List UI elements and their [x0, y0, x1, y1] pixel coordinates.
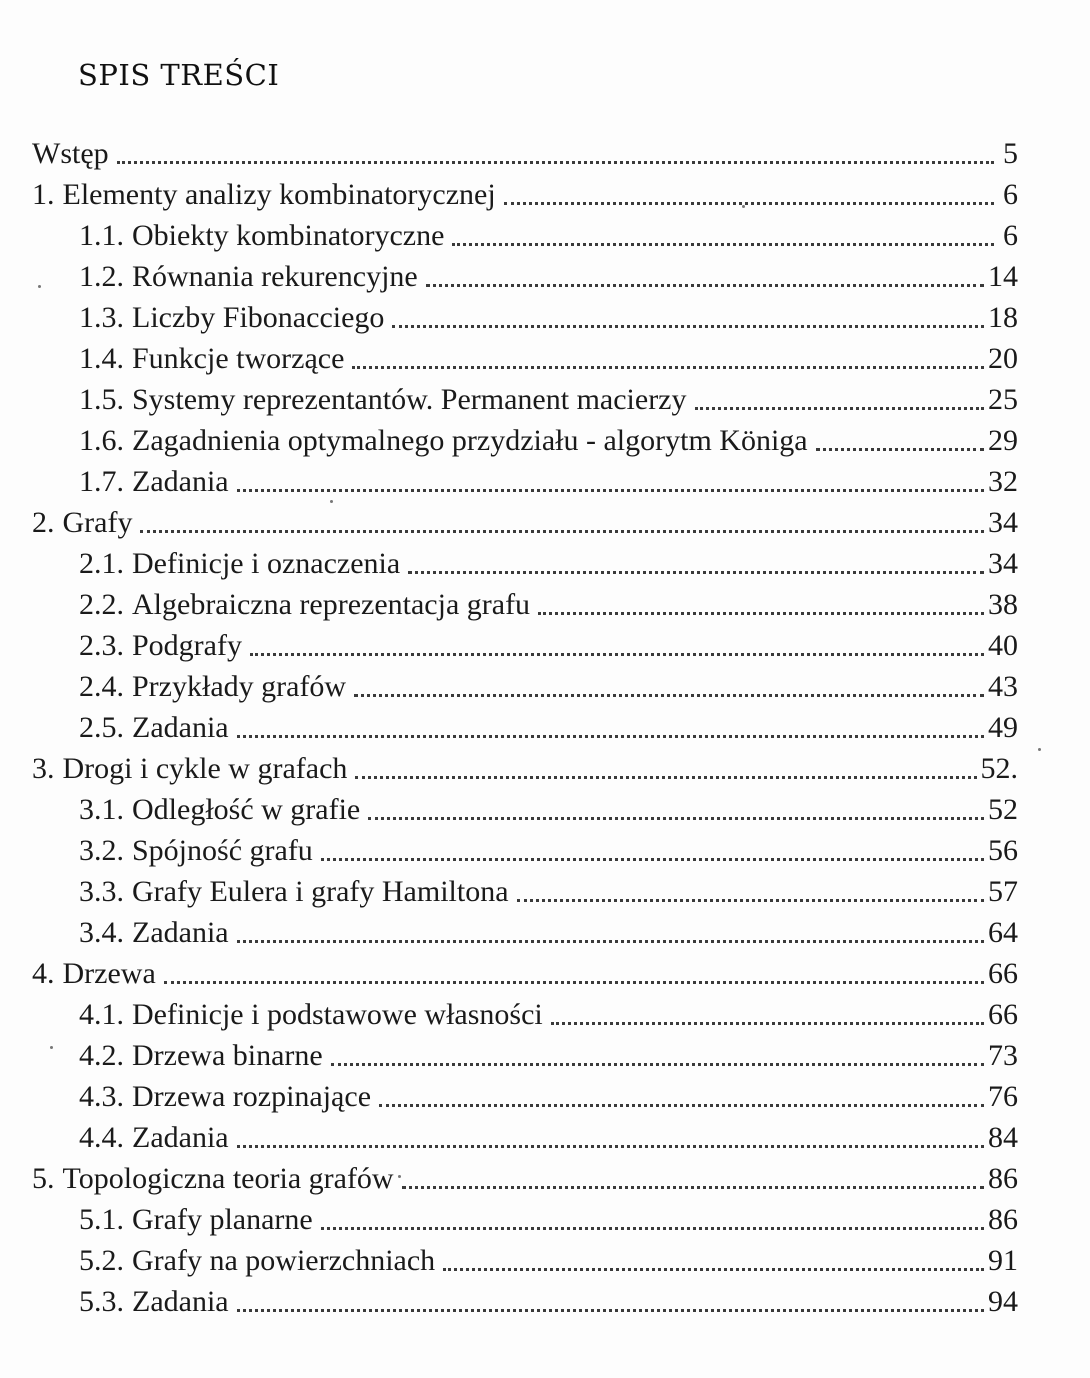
- toc-section-entry: [0, 1032, 1090, 1073]
- entry-page-number: 38: [988, 588, 1018, 621]
- entry-number: 1.4.: [79, 342, 124, 375]
- toc-section-entry: [0, 868, 1090, 909]
- toc-section-entry: [0, 376, 1090, 417]
- dot-leader: [392, 324, 984, 328]
- entry-page-number: 84: [988, 1121, 1018, 1154]
- entry-page-number: 86: [988, 1162, 1018, 1195]
- entry-page-number: 32: [988, 465, 1018, 498]
- entry-page-number: 91: [988, 1244, 1018, 1277]
- entry-page-number: 34: [988, 506, 1018, 539]
- dot-leader: [426, 283, 984, 287]
- entry-number: 1.5.: [79, 383, 124, 416]
- entry-page-number: 73: [988, 1039, 1018, 1072]
- toc-section-entry: [0, 212, 1090, 253]
- scan-speck: [330, 500, 333, 503]
- dot-leader: [695, 406, 984, 410]
- dot-leader: [237, 939, 984, 943]
- entry-number: 4.: [32, 957, 55, 990]
- entry-label: Definicje i oznaczenia: [132, 547, 401, 580]
- toc-section-entry: [0, 1278, 1090, 1319]
- entry-number: 1.2.: [79, 260, 124, 293]
- entry-label: Systemy reprezentantów. Permanent macierzy: [132, 383, 687, 416]
- entry-label: Definicje i podstawowe własności: [132, 998, 543, 1031]
- dot-leader: [443, 1267, 984, 1271]
- entry-label: Drzewa: [62, 957, 156, 990]
- entry-label: Elementy analizy kombinatorycznej: [62, 178, 496, 211]
- dot-leader: [331, 1062, 984, 1066]
- entry-number: 1.3.: [79, 301, 124, 334]
- entry-page-number: 76: [988, 1080, 1018, 1113]
- entry-page-number: 6: [1003, 219, 1018, 252]
- entry-page-number: 66: [988, 957, 1018, 990]
- toc-section-entry: [0, 253, 1090, 294]
- entry-number: 4.4.: [79, 1121, 124, 1154]
- entry-label: Równania rekurencyjne: [132, 260, 418, 293]
- entry-page-number: 14: [988, 260, 1018, 293]
- entry-number: 3.2.: [79, 834, 124, 867]
- toc-chapter-entry: [0, 745, 1090, 786]
- entry-label: Zadania: [132, 465, 229, 498]
- entry-label: Spójność grafu: [132, 834, 313, 867]
- entry-label: Drogi i cykle w grafach: [62, 752, 348, 785]
- table-of-contents: [0, 130, 1090, 1319]
- dot-leader: [517, 898, 984, 902]
- dot-leader: [355, 775, 976, 779]
- entry-label: Zadania: [132, 916, 229, 949]
- dot-leader: [368, 816, 984, 820]
- entry-label: Grafy na powierzchniach: [132, 1244, 436, 1277]
- entry-page-number: 49: [988, 711, 1018, 744]
- toc-section-entry: [0, 1073, 1090, 1114]
- entry-page-number: 34: [988, 547, 1018, 580]
- toc-section-entry: [0, 417, 1090, 458]
- entry-page-number: 43: [988, 670, 1018, 703]
- toc-section-entry: [0, 786, 1090, 827]
- entry-label: Zadania: [132, 711, 229, 744]
- scan-speck: [50, 1046, 53, 1049]
- toc-section-entry: [0, 622, 1090, 663]
- toc-chapter-entry: [0, 950, 1090, 991]
- entry-number: 2.5.: [79, 711, 124, 744]
- entry-number: 1.7.: [79, 465, 124, 498]
- entry-number: 3.4.: [79, 916, 124, 949]
- entry-number: 4.2.: [79, 1039, 124, 1072]
- toc-section-entry: [0, 335, 1090, 376]
- toc-section-entry: [0, 458, 1090, 499]
- entry-page-number: 5: [1003, 137, 1018, 170]
- dot-leader: [538, 611, 984, 615]
- entry-number: 2.1.: [79, 547, 124, 580]
- entry-page-number: 52: [988, 793, 1018, 826]
- dot-leader: [321, 857, 984, 861]
- entry-page-number: 57: [988, 875, 1018, 908]
- toc-section-entry: [0, 1196, 1090, 1237]
- entry-page-number: 52.: [980, 752, 1018, 785]
- toc-chapter-entry: [0, 499, 1090, 540]
- entry-page-number: 66: [988, 998, 1018, 1031]
- toc-section-entry: [0, 540, 1090, 581]
- toc-section-entry: [0, 294, 1090, 335]
- toc-chapter-entry: [0, 1155, 1090, 1196]
- toc-section-entry: [0, 663, 1090, 704]
- entry-label: Grafy: [62, 506, 133, 539]
- toc-chapter-entry: [0, 171, 1090, 212]
- entry-label: Algebraiczna reprezentacja grafu: [132, 588, 531, 621]
- dot-leader: [117, 160, 994, 164]
- scan-speck: [398, 1175, 401, 1178]
- entry-number: 3.1.: [79, 793, 124, 826]
- entry-label: Liczby Fibonacciego: [132, 301, 385, 334]
- entry-page-number: 56: [988, 834, 1018, 867]
- entry-label: Funkcje tworzące: [132, 342, 345, 375]
- dot-leader: [352, 365, 984, 369]
- entry-label: Podgrafy: [132, 629, 242, 662]
- entry-number: 3.3.: [79, 875, 124, 908]
- entry-label: Zadania: [132, 1285, 229, 1318]
- dot-leader: [237, 734, 984, 738]
- dot-leader: [408, 570, 984, 574]
- entry-number: 1.1.: [79, 219, 124, 252]
- toc-section-entry: [0, 991, 1090, 1032]
- entry-page-number: 6: [1003, 178, 1018, 211]
- entry-number: 2.3.: [79, 629, 124, 662]
- entry-number: 2.: [32, 506, 55, 539]
- dot-leader: [237, 1308, 984, 1312]
- entry-page-number: 64: [988, 916, 1018, 949]
- entry-number: 1.: [32, 178, 55, 211]
- entry-page-number: 29: [988, 424, 1018, 457]
- dot-leader: [237, 488, 984, 492]
- dot-leader: [504, 201, 994, 205]
- entry-label: Topologiczna teoria grafów: [62, 1162, 394, 1195]
- toc-chapter-entry: [0, 130, 1090, 171]
- dot-leader: [551, 1021, 984, 1025]
- entry-label: Zagadnienia optymalnego przydziału - algorytm Königa: [132, 424, 808, 457]
- scan-speck: [742, 205, 745, 208]
- toc-section-entry: [0, 1237, 1090, 1278]
- entry-number: 5.3.: [79, 1285, 124, 1318]
- entry-label: Wstęp: [32, 137, 109, 170]
- toc-section-entry: [0, 909, 1090, 950]
- entry-label: Przykłady grafów: [132, 670, 347, 703]
- entry-label: Drzewa binarne: [132, 1039, 323, 1072]
- entry-page-number: 40: [988, 629, 1018, 662]
- entry-page-number: 86: [988, 1203, 1018, 1236]
- entry-page-number: 25: [988, 383, 1018, 416]
- dot-leader: [321, 1226, 984, 1230]
- dot-leader: [402, 1185, 984, 1189]
- entry-page-number: 18: [988, 301, 1018, 334]
- entry-label: Odległość w grafie: [132, 793, 361, 826]
- entry-number: 5.: [32, 1162, 55, 1195]
- entry-number: 1.6.: [79, 424, 124, 457]
- dot-leader: [816, 447, 984, 451]
- entry-label: Grafy planarne: [132, 1203, 313, 1236]
- entry-label: Zadania: [132, 1121, 229, 1154]
- dot-leader: [140, 529, 984, 533]
- entry-number: 2.2.: [79, 588, 124, 621]
- toc-section-entry: [0, 704, 1090, 745]
- dot-leader: [452, 242, 994, 246]
- entry-number: 5.1.: [79, 1203, 124, 1236]
- entry-number: 4.3.: [79, 1080, 124, 1113]
- entry-number: 4.1.: [79, 998, 124, 1031]
- dot-leader: [237, 1144, 984, 1148]
- scan-speck: [1038, 748, 1041, 751]
- entry-number: 3.: [32, 752, 55, 785]
- page-title: SPIS TREŚCI: [78, 58, 280, 92]
- dot-leader: [250, 652, 984, 656]
- entry-page-number: 20: [988, 342, 1018, 375]
- toc-section-entry: [0, 581, 1090, 622]
- entry-label: Drzewa rozpinające: [132, 1080, 372, 1113]
- toc-section-entry: [0, 1114, 1090, 1155]
- entry-label: Obiekty kombinatoryczne: [132, 219, 445, 252]
- scan-speck: [38, 285, 41, 288]
- entry-number: 5.2.: [79, 1244, 124, 1277]
- toc-section-entry: [0, 827, 1090, 868]
- entry-page-number: 94: [988, 1285, 1018, 1318]
- entry-number: 2.4.: [79, 670, 124, 703]
- dot-leader: [379, 1103, 984, 1107]
- dot-leader: [164, 980, 984, 984]
- dot-leader: [354, 693, 984, 697]
- entry-label: Grafy Eulera i grafy Hamiltona: [132, 875, 509, 908]
